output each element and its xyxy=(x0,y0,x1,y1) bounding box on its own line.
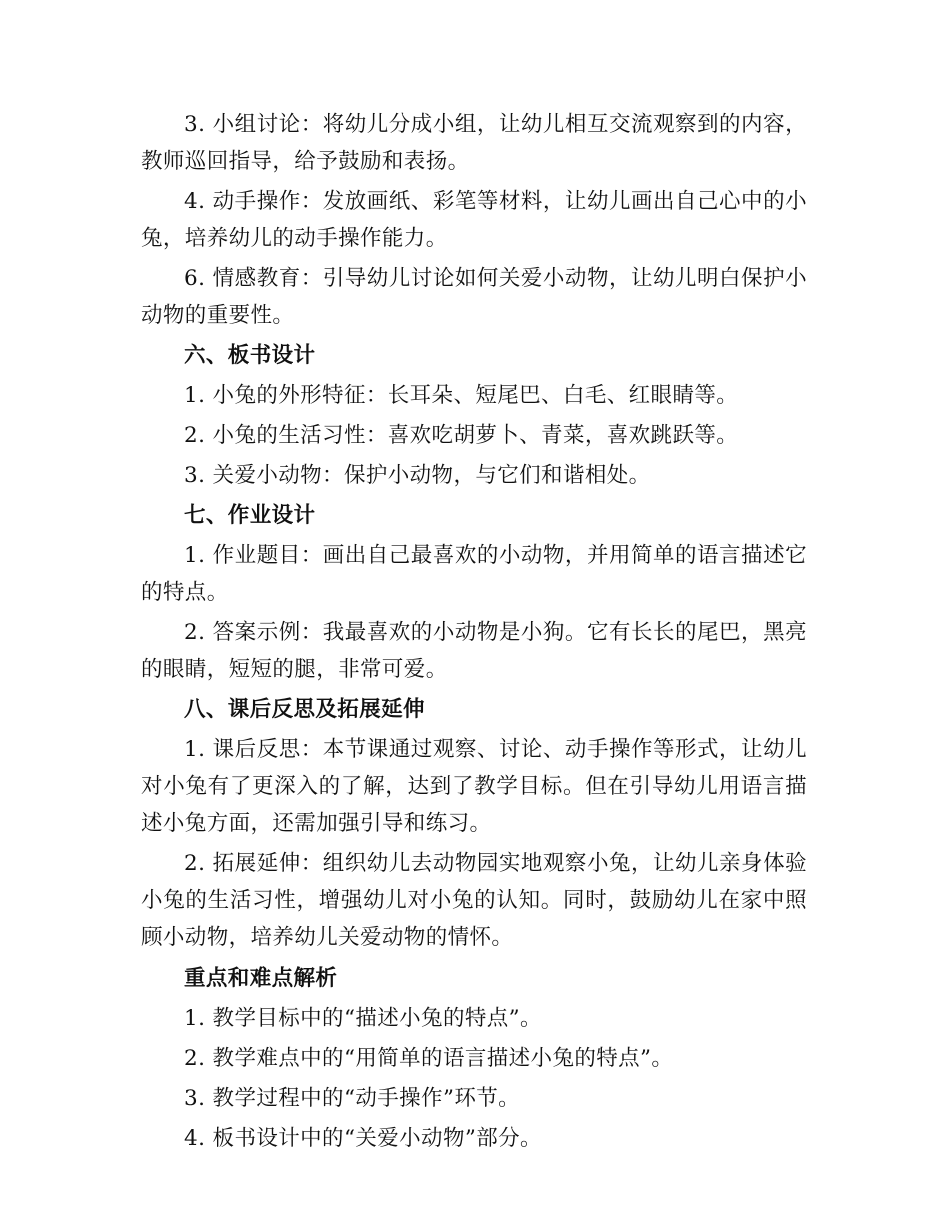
paragraph: 3. 关爱小动物：保护小动物，与它们和谐相处。 xyxy=(184,463,651,488)
paragraph: 1. 作业题目：画出自己最喜欢的小动物，并用简单的语言描述它的特点。 xyxy=(141,543,807,605)
paragraph: 4. 板书设计中的“关爱小动物”部分。 xyxy=(184,1126,542,1151)
paragraph: 2. 答案示例：我最喜欢的小动物是小狗。它有长长的尾巴，黑亮的眼睛，短短的腿，非常可爱。 xyxy=(141,620,807,682)
document-body xyxy=(141,106,807,1157)
paragraph: 1. 教学目标中的“描述小兔的特点”。 xyxy=(184,1006,542,1031)
section-heading: 七、作业设计 xyxy=(184,503,316,528)
paragraph: 6. 情感教育：引导幼儿讨论如何关爱小动物，让幼儿明白保护小动物的重要性。 xyxy=(141,266,807,328)
paragraph: 2. 教学难点中的“用简单的语言描述小兔的特点”。 xyxy=(184,1046,674,1071)
paragraph: 3. 小组讨论：将幼儿分成小组，让幼儿相互交流观察到的内容，教师巡回指导，给予鼓励和表扬。 xyxy=(141,112,807,174)
paragraph: 2. 小兔的生活习性：喜欢吃胡萝卜、青菜，喜欢跳跃等。 xyxy=(184,423,739,448)
paragraph: 1. 小兔的外形特征：长耳朵、短尾巴、白毛、红眼睛等。 xyxy=(184,383,739,408)
section-heading: 八、课后反思及拓展延伸 xyxy=(184,697,425,722)
paragraph: 1. 课后反思：本节课通过观察、讨论、动手操作等形式，让幼儿对小兔有了更深入的了解，达到了教学目标。但在引导幼儿用语言描述小兔方面，还需加强引导和练习。 xyxy=(141,737,807,836)
section-heading: 六、板书设计 xyxy=(184,343,316,368)
section-heading: 重点和难点解析 xyxy=(184,966,338,991)
paragraph: 3. 教学过程中的“动手操作”环节。 xyxy=(184,1086,521,1111)
paragraph: 2. 拓展延伸：组织幼儿去动物园实地观察小兔，让幼儿亲身体验小兔的生活习性，增强幼儿对小兔的认知。同时，鼓励幼儿在家中照顾小动物，培养幼儿关爱动物的情怀。 xyxy=(141,851,807,950)
paragraph: 4. 动手操作：发放画纸、彩笔等材料，让幼儿画出自己心中的小兔，培养幼儿的动手操作能力。 xyxy=(141,189,807,251)
